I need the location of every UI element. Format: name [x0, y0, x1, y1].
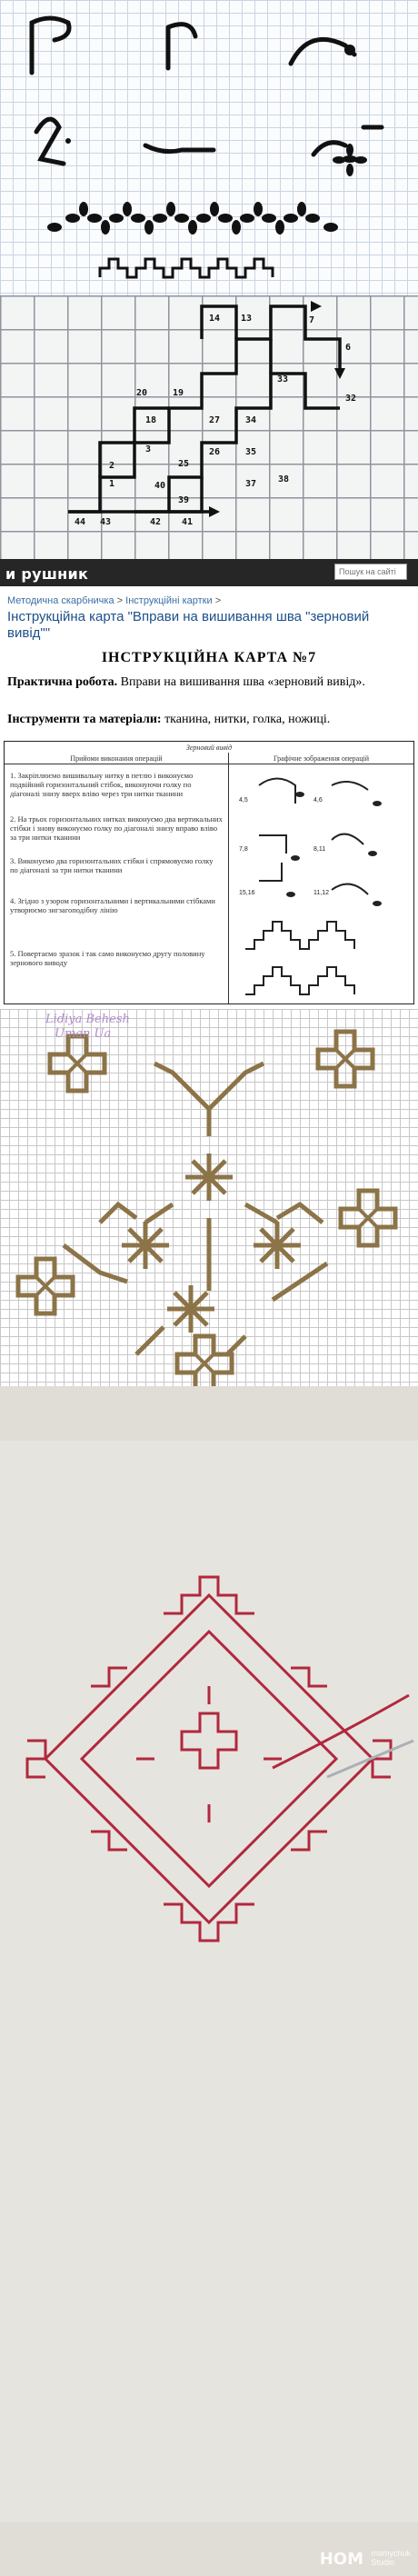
diagram-number: 7	[309, 315, 315, 325]
diagram-number: 13	[241, 314, 253, 324]
site-search-input[interactable]	[334, 564, 407, 580]
site-logo[interactable]: и рушник	[5, 565, 89, 583]
figure-label: 7,8	[239, 846, 248, 853]
diagram-number: 14	[209, 314, 221, 324]
diagram-number: 6	[345, 343, 352, 353]
breadcrumb-link-methodical[interactable]: Методична скарбничка	[7, 595, 114, 606]
instruction-card-panel	[0, 559, 418, 1009]
tools-text: тканина, нитки, голка, ножиці.	[164, 713, 331, 726]
table-header-figures: Графічне зображення операцій	[273, 754, 370, 763]
practice-line	[7, 674, 413, 691]
diagram-number: 27	[209, 415, 221, 425]
figure-label: 8,11	[314, 846, 326, 853]
watermark-text	[371, 2549, 411, 2567]
table-column-divider	[228, 753, 229, 1003]
table-step: 1. Закріплюємо вишивальну нитку в петлю і виконуємо подвійний горизонтальний стібок, виконуючи голку по діагоналі знизу вверх вліво через три нитки тканини	[10, 771, 194, 798]
card-heading: ІНСТРУКЦІЙНА КАРТА №7	[101, 650, 317, 665]
table-header-steps: Прийоми виконання операцій	[70, 754, 163, 763]
figure-label: 15,16	[239, 890, 255, 896]
table-figures	[232, 767, 412, 1002]
diagram-number: 33	[277, 374, 289, 384]
diagram-number: 3	[145, 444, 152, 454]
diagram-number: 25	[178, 459, 190, 469]
embroidery-photo-panel	[0, 1386, 418, 2576]
diagram-number: 1	[109, 479, 115, 489]
instruction-table	[4, 741, 414, 1004]
diagram-number: 26	[209, 447, 221, 457]
diagram-number: 20	[136, 388, 148, 398]
pattern-credit: Lidiya Behesh	[45, 1013, 130, 1026]
diagram-number: 19	[173, 388, 184, 398]
diagram-number: 42	[150, 517, 162, 527]
page-title: Інструкційна карта "Вправи на вишивання шва "зерновий вивід""	[7, 609, 370, 641]
diagram-number: 32	[345, 394, 357, 404]
diagram-number: 38	[278, 474, 290, 484]
pattern-chart-panel	[0, 1009, 418, 1386]
diagram-number: 18	[145, 415, 157, 425]
breadcrumb	[7, 595, 221, 606]
figure-label: 11,12	[314, 890, 329, 896]
diagram-number: 41	[182, 517, 194, 527]
numbered-diagram	[0, 295, 418, 559]
diagram-number: 43	[100, 517, 112, 527]
watermark-line: Studio	[371, 2558, 395, 2567]
table-step: 4. Згідно з узором горизонтальними і вертикальними стібками утворюємо зигзагоподібну лінію	[10, 896, 215, 914]
practice-text: Вправи на вишивання шва «зерновий вивід».	[120, 675, 365, 689]
figure-label: 4,5	[239, 797, 248, 804]
diagram-number: 40	[154, 481, 166, 491]
table-step: 5. Повертаємо зразок і так само виконуємо другу половину зернового виводу	[10, 949, 205, 967]
tools-label: Інструменти та матеріали:	[7, 713, 162, 726]
sketch-panel	[0, 0, 418, 295]
table-step: 2. На трьох горизонтальних нитках виконуємо два вертикальних стібки і знову виконуємо голку по діагоналі знизу вправо вліво за три нитки тканини	[10, 814, 223, 842]
watermark-line: mamychuk	[371, 2549, 411, 2558]
pattern-credit-location: Uman Ua	[55, 1027, 112, 1041]
diagram-number: 37	[245, 479, 257, 489]
diagram-number: 2	[109, 461, 115, 471]
figure-label: 4,6	[314, 797, 323, 804]
table-title: Зерновий вивід	[185, 744, 233, 752]
numbered-diagram-panel	[0, 295, 418, 559]
table-step: 3. Виконуємо два горизонтальних стібки і спрямовуємо голку по діагоналі за три нитки тканини	[10, 856, 214, 874]
diagram-number: 39	[178, 495, 190, 505]
site-header	[0, 559, 418, 586]
embroidery-photo	[0, 1386, 418, 2576]
diagram-number: 34	[245, 415, 257, 425]
breadcrumb-link-cards[interactable]: Інструкційні картки	[125, 595, 213, 606]
tools-line	[7, 713, 413, 727]
pattern-chart	[0, 1009, 418, 1386]
watermark-logo: НОМ	[319, 2550, 363, 2569]
diagram-number: 44	[75, 517, 86, 527]
sketch-drawing	[0, 0, 418, 295]
breadcrumb-separator: >	[214, 595, 222, 606]
diagram-number: 35	[245, 447, 257, 457]
breadcrumb-separator: >	[116, 595, 124, 606]
practice-label: Практична робота.	[7, 675, 118, 689]
